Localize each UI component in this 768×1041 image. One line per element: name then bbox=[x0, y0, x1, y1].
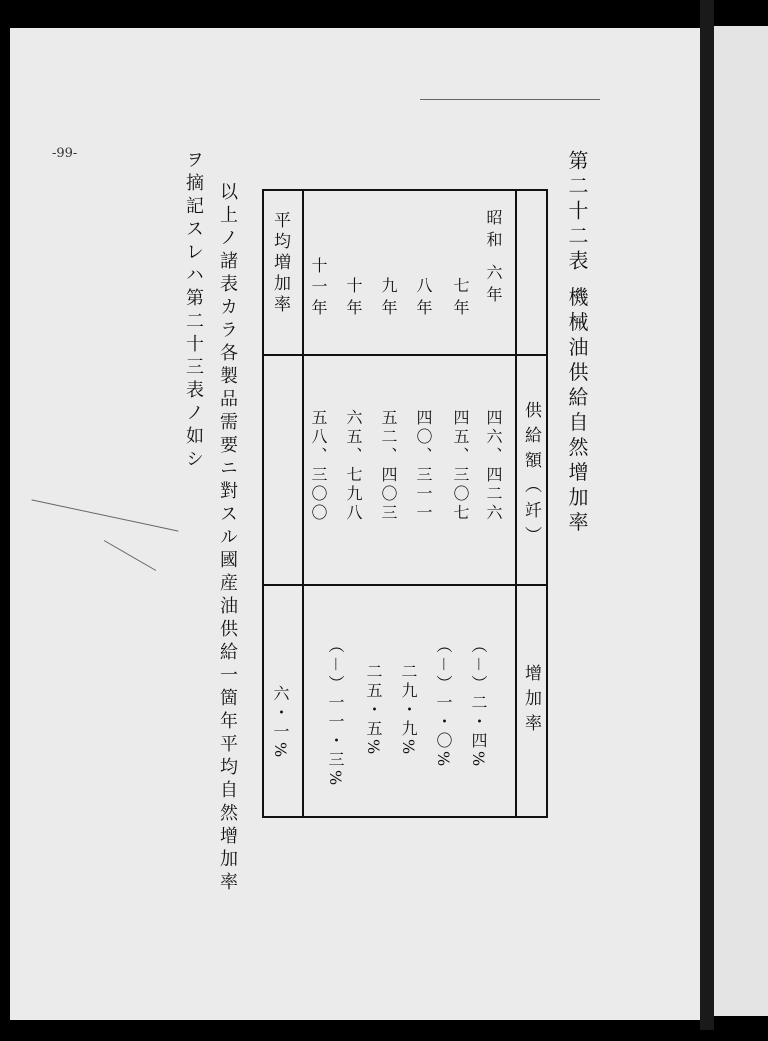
rate-value: 二五・五% bbox=[364, 663, 383, 758]
column-separator bbox=[262, 584, 548, 586]
supply-value: 四〇、三一一 bbox=[414, 409, 433, 523]
supply-table bbox=[262, 189, 548, 818]
year-label: 八年 bbox=[414, 277, 433, 321]
scan-artifact bbox=[420, 99, 600, 100]
average-rate-value: 六・一% bbox=[271, 685, 290, 761]
table-bottom-rule bbox=[262, 816, 548, 818]
header-column-rule bbox=[515, 189, 517, 818]
supply-value: 四五、三〇七 bbox=[451, 409, 470, 523]
rate-value: 二九・九% bbox=[399, 663, 418, 758]
rate-value: （－）二・四% bbox=[469, 637, 488, 770]
average-label: 平均増加率 bbox=[270, 211, 290, 316]
rate-value: （－）一・〇% bbox=[434, 637, 453, 770]
body-text-line: 以上ノ諸表カラ各製品需要ニ對スル國産油供給一箇年平均自然增加率 bbox=[217, 182, 238, 895]
supply-value: 五二、四〇三 bbox=[379, 409, 398, 523]
supply-value: 五八、三〇〇 bbox=[309, 409, 328, 523]
table-top-rule bbox=[262, 189, 548, 191]
supply-column-header: 供給額（竏） bbox=[521, 401, 541, 551]
page-binding-edge bbox=[700, 0, 714, 1030]
year-label: 十年 bbox=[344, 277, 363, 321]
year-label: 昭和 六年 bbox=[484, 209, 503, 309]
adjacent-page-edge bbox=[714, 26, 768, 1016]
page-number: -99- bbox=[52, 146, 78, 161]
body-text-line: ヲ摘記スレハ第二十三表ノ如シ bbox=[183, 150, 204, 472]
year-label: 九年 bbox=[379, 277, 398, 321]
rate-column-header: 增加率 bbox=[521, 664, 541, 739]
rate-value: （－）一一・三% bbox=[326, 637, 345, 789]
year-label: 十一年 bbox=[309, 257, 328, 320]
supply-value: 四六、四二六 bbox=[484, 409, 503, 523]
average-row-rule bbox=[302, 189, 304, 818]
table-title: 第二十二表 機械油供給自然增加率 bbox=[565, 150, 589, 537]
supply-value: 六五、七九八 bbox=[344, 409, 363, 523]
table-right-rule bbox=[546, 189, 548, 818]
table-left-rule bbox=[262, 189, 264, 818]
header-separator bbox=[262, 354, 548, 356]
year-label: 七年 bbox=[451, 277, 470, 321]
